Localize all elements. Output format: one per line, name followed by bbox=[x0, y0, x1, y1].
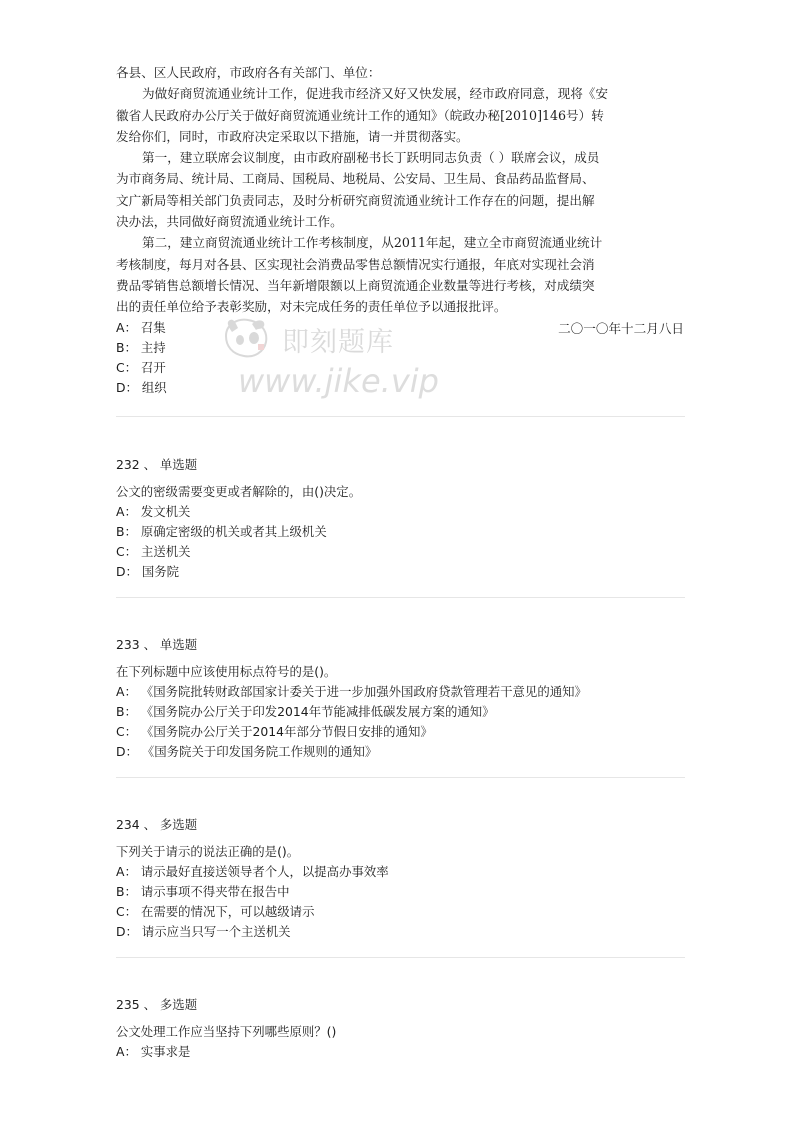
option-c[interactable] bbox=[116, 722, 686, 742]
question-232 bbox=[116, 455, 686, 582]
question-234 bbox=[116, 815, 686, 942]
question-stem: 公文的密级需要变更或者解除的，由()决定。 bbox=[116, 484, 362, 499]
option-label: A： bbox=[116, 504, 137, 519]
passage-line: 为市商务局、统计局、工商局、国税局、地税局、公安局、卫生局、食品药品监督局、 bbox=[116, 171, 595, 187]
option-text: 《国务院办公厅关于印发2014年节能减排低碳发展方案的通知》 bbox=[140, 704, 495, 719]
option-text: 原确定密级的机关或者其上级机关 bbox=[140, 524, 327, 539]
divider bbox=[116, 777, 685, 778]
question-235 bbox=[116, 995, 686, 1062]
option-text: 召开 bbox=[141, 360, 166, 375]
option-b[interactable] bbox=[116, 882, 686, 902]
question-number: 234 、 多选题 bbox=[116, 817, 198, 832]
option-text: 召集 bbox=[140, 320, 166, 335]
option-b[interactable] bbox=[116, 702, 686, 722]
option-text: 国务院 bbox=[141, 564, 180, 579]
question-number: 232 、 单选题 bbox=[116, 457, 198, 472]
passage-line: 各县、区人民政府，市政府各有关部门、单位： bbox=[116, 65, 381, 80]
option-label: B： bbox=[116, 340, 137, 355]
question-stem: 下列关于请示的说法正确的是()。 bbox=[116, 844, 300, 859]
option-d[interactable] bbox=[116, 742, 686, 762]
option-label: A： bbox=[116, 320, 137, 335]
option-label: C： bbox=[116, 544, 138, 559]
option-c[interactable] bbox=[116, 902, 686, 922]
option-a[interactable] bbox=[116, 682, 686, 702]
question-number: 235 、 多选题 bbox=[116, 997, 198, 1012]
option-label: B： bbox=[116, 884, 137, 899]
option-label: C： bbox=[116, 724, 138, 739]
passage-line: 发给你们，同时，市政府决定采取以下措施，请一并贯彻落实。 bbox=[116, 128, 469, 144]
option-label: A： bbox=[116, 1044, 137, 1059]
passage-date: 二〇一〇年十二月八日 bbox=[558, 320, 684, 336]
option-label: B： bbox=[116, 704, 137, 719]
option-a[interactable] bbox=[116, 862, 686, 882]
question-233 bbox=[116, 635, 686, 762]
watermark-url: www.jike.vip bbox=[238, 362, 439, 400]
passage-line: 第二，建立商贸流通业统计工作考核制度，从2011年起，建立全市商贸流通业统计 bbox=[142, 235, 603, 251]
option-d[interactable] bbox=[116, 922, 686, 942]
option-label: B： bbox=[116, 524, 137, 539]
option-b[interactable] bbox=[116, 522, 686, 542]
option-label: D： bbox=[116, 380, 138, 395]
question-stem: 在下列标题中应该使用标点符号的是()。 bbox=[116, 664, 337, 679]
divider bbox=[116, 597, 685, 598]
divider bbox=[116, 957, 685, 958]
option-text: 组织 bbox=[141, 380, 167, 395]
passage-line: 第一，建立联席会议制度，由市政府副秘书长丁跃明同志负责（ ）联席会议，成员 bbox=[142, 150, 600, 166]
passage-line: 为做好商贸流通业统计工作，促进我市经济又好又快发展，经市政府同意，现将《安 bbox=[142, 86, 608, 102]
option-text: 《国务院批转财政部国家计委关于进一步加强外国政府贷款管理若干意见的通知》 bbox=[140, 684, 587, 699]
option-a[interactable] bbox=[116, 502, 686, 522]
passage-line: 考核制度，每月对各县、区实现社会消费品零售总额情况实行通报，年底对实现社会消 bbox=[116, 256, 595, 272]
option-a[interactable] bbox=[116, 1042, 686, 1062]
question-231-passage bbox=[116, 62, 684, 339]
option-text: 《国务院办公厅关于2014年部分节假日安排的通知》 bbox=[141, 724, 433, 739]
option-label: C： bbox=[116, 360, 138, 375]
option-text: 请示事项不得夹带在报告中 bbox=[140, 884, 290, 899]
passage-line: 文广新局等相关部门负责同志，及时分析研究商贸流通业统计工作存在的问题，提出解 bbox=[116, 192, 595, 208]
option-text: 主持 bbox=[140, 340, 166, 355]
option-label: C： bbox=[116, 904, 138, 919]
option-label: A： bbox=[116, 684, 137, 699]
question-stem: 公文处理工作应当坚持下列哪些原则？() bbox=[116, 1024, 337, 1039]
passage-line: 出的责任单位给予表彰奖励，对未完成任务的责任单位予以通报批评。 bbox=[116, 299, 507, 315]
question-number: 233 、 单选题 bbox=[116, 637, 198, 652]
passage-line: 决办法，共同做好商贸流通业统计工作。 bbox=[116, 214, 343, 230]
option-text: 发文机关 bbox=[140, 504, 191, 519]
option-label: A： bbox=[116, 864, 137, 879]
passage-line: 徽省人民政府办公厅关于做好商贸流通业统计工作的通知》（皖政办秘[2010]146号）转 bbox=[116, 107, 604, 123]
option-label: D： bbox=[116, 744, 138, 759]
option-text: 《国务院关于印发国务院工作规则的通知》 bbox=[141, 744, 378, 759]
panda-logo-icon bbox=[218, 314, 278, 362]
option-c[interactable] bbox=[116, 542, 686, 562]
watermark bbox=[218, 314, 448, 414]
option-d[interactable] bbox=[116, 562, 686, 582]
option-text: 在需要的情况下，可以越级请示 bbox=[141, 904, 315, 919]
option-text: 主送机关 bbox=[141, 544, 191, 559]
option-label: D： bbox=[116, 924, 138, 939]
divider bbox=[116, 416, 685, 417]
watermark-brand: 即刻题库 bbox=[282, 327, 394, 358]
option-label: D： bbox=[116, 564, 138, 579]
option-text: 请示应当只写一个主送机关 bbox=[141, 924, 291, 939]
passage-line: 费品零销售总额增长情况、当年新增限额以上商贸流通企业数量等进行考核，对成绩突 bbox=[116, 277, 595, 293]
option-text: 实事求是 bbox=[140, 1044, 191, 1059]
option-text: 请示最好直接送领导者个人，以提高办事效率 bbox=[140, 864, 389, 879]
